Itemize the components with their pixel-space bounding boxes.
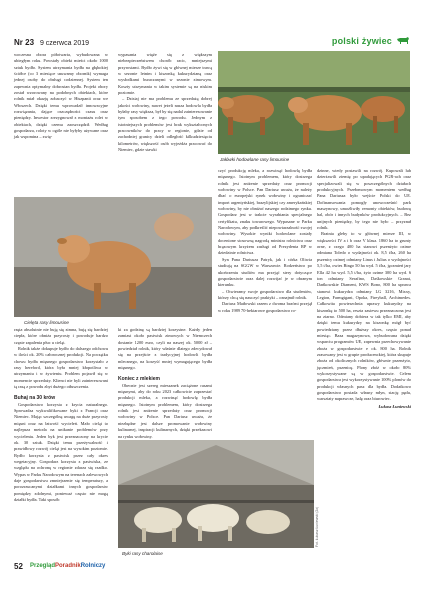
paragraph: – Dzisiaj nie ma problemu ze sprzedażą dobrej jakości wołowiny, nawet jeżeli nasza hodowla bydła byłaby rasy większa, był by się nadal zainteresowanie tym sposobem z tego powodu. Jednym z istotniejszych problemów jest brak wykształconych pracowników do pracy w regionie, gdzie od zachodniej granicy dzieli odległość kilkudziesięciu kilometrów, większość osób wyjeżdża pracować do Niemiec, gdzie stawki <box>118 96 212 153</box>
article-column-2-top <box>118 52 212 154</box>
article-column-1-bottom <box>14 327 108 503</box>
heifers-illustration <box>218 51 410 154</box>
article-column-3 <box>218 168 312 314</box>
paragraph: ki za godzinę są bardziej korzystne. Każdy jeden zamiast około pastwisk zimowych w Niemczech dostanie 1200 euro, czyli na naszej ok. 5000 zł – powiedział rolnik, który właśnie dlatego zdecydował się na przejście z tradycyjnej hodowli bydła mlecznego, na korzyść mniej wymagającego bydła mięsnego. <box>118 327 212 371</box>
photo-heifers <box>218 51 410 154</box>
issue-date: 9 czerwca 2019 <box>39 40 89 47</box>
paragraph: Dariusz Matłowski razem z dwoma braćmi przejął w roku 1989 70-hektarowe gospodarstwo ro- <box>218 301 312 313</box>
issue-header <box>14 38 89 47</box>
photo-credit: Fot. Łukasz Łuniewski (2x) <box>315 506 319 547</box>
subheading: Buhaj na 30 krów <box>14 395 56 402</box>
paragraph: wypasania więźe się z większym niebezpieczeństwem chorób racic, mniejszymi przyrostami. Bydło żywi się w głównej mierze trawą w sezonie letnim i kiszonką kukurydzianą oraz wysłodkami buraczanymi w sezonie zimowym. Koszty utrzymania w takim systemie są na niskim poziomie. <box>118 52 212 96</box>
footer-logo-part: Poradnik <box>55 563 81 569</box>
paragraph: Syn Pana Dariusza Patryk, jak i córka Oliwia studiują na SGGW w Warszawie. Rodzeństwo po ukończeniu studiów ma przejąć stery dotyczące gospodarstwie oraz dalej rozwijać je w obranym kierunku. <box>218 256 312 288</box>
article-column-2-bottom <box>118 327 212 440</box>
footer-logo <box>30 563 105 569</box>
paragraph: czyć produkcję mleka, a rozwinąć hodowlę bydła mięsnego. Istotnym problemem, który dostrzega rolnik jest zniżenie sprzedaży oraz promocji wołowiny w Polsce. Pan Dariusz uważa, że należy dbać o europejski rynek wołowiny i ograniczać import argentyńskiej, brazylijskiej czy amerykańskiej wołowiny, by nie obniżać naszego rodzimego rynku. Gospodarz jest w trakcie wyrabiania specjalnego certyfikatu, znaku towarowego. Wypasane w Parku Narodowym, aby podkreślić niepowtarzalność swojej wołowiny. Wysokie wyniki hodowlane zostały docenione stosowną nagrodą ministra rolnictwa oraz brązowym krzyżem zasługi od Prezydenta RP w dziedzinie rolnictwa. <box>218 168 312 256</box>
paragraph: dzinne, wtedy postawili na rozwój. Kupowali lub dzierżawili ziemię po upadających PGR-ach oraz specjalizowali się w poszczególnych działach produkcyjnych. Przełomowym momentem według Pana Dariusza było wejście Polski do UE. Dofinansowania pomogły unowocześnić park maszynowy, umożliwiły remonty obiektów, budowę hal, obór i innych budynków produkcyjnych. – Bez unijnych pieniędzy, by tego nie było – przyznał rolnik. <box>317 168 411 231</box>
photo-caption: Byki rasy charolaise <box>122 551 163 556</box>
calves-illustration <box>14 197 212 317</box>
bulls-illustration <box>118 440 314 548</box>
page-number: 52 <box>14 562 23 571</box>
paragraph: Bratnia gleby to w głównej mierze III, w większości IV a i b oraz V klasa. 1860 ha to grunty orne, z czego 400 ha stanowi pszenżyto ozime odmiana Toledo o wydajności ok. 8,5 t/ha, 260 ha pszenicy ozimej odmiany Linus i Julius o wydajności 5,5 t/ha, owies Bingo 50 ha wyd. 5 t/ha, jęczmień jary Ella 42 ha wyd. 5,5 t/ha, żyto ozime 300 ha wyd. 6 ton odmiany Serafino, Daśkowskie Granat, Dańkowskie Diament, KWS Bono, 800 ha uprawa stanowi kukurydza odmiany LG 3216, Mixxy, Legion, Farmgigant, Opoka, Fireyball, Archimedes. Całkowita powierzchnia uprawy kukurydzy na kiszonkę to 500 ha, reszta zasiewu przeznaczona jest na ziarno. Odmiany dobiera w tak tylko EMI, aby dzięki temu kukurydzy na kiszonkę mógł być powiedziany przez dłuższy okres, często ponad miesiąc. Baza magazynowa, wybudowana dzięki wsparciu programów UE, zapewnia przechowywanie zboża w gospodarstwie e ok. 800 ha. Rolnik zrasowany jest w grupie producenckiej, która skupuje zboża od okolicznych rolników, głównie pszenżyto, jęczmień, pszenicę. Plony zbóż w około 80% wykorzystywane są w gospodarstwie. Celem gospodarstwa jest wykorzystywanie 100% plonów do produkcji własnych pasz dla bydła. Dodatkowo gospodarstwo posiada własny młyn, stację pędu, warsztaty naprawcze, halę oraz biurowiec. <box>317 231 411 402</box>
article-column-4 <box>317 168 411 410</box>
paragraph: rzęta absolutnie nie bują się zimna, bują się bardziej ciepła, które obniża przyrosty i powoduje bardzo częste zapalenia płuc u cieląt. <box>14 327 108 345</box>
paragraph: – Otwieramy swoje gospodarstwo dla studentów, którzy chcą się nauczyć praktyki – oznajmił rolnik. <box>218 288 312 300</box>
photo-bulls <box>118 440 314 548</box>
paragraph: woczesna obora półotwarta, wybudowana w ubiegłym roku. Powstały obiekt mieści około 1000 sztuk bydło. System utrzymania bydła na głębokiej ściółce (co 3 miesiące usuwamy obornik) wymaga jednej osoby do obsługi codziennej. System ten zapewnia optymalny dobrostan bydła. Projekt obory został wzorowany na podobnych obiektach, które rolnik miał okazję zobaczyć w Hiszpanii oraz we Włoszech. Dzięki temu wprowadził innowacyjne rozwiązania, dające oszczędności czasu oraz pieniędzy. Inwestor zrezygnował z montażu rolet w obiektach, dzięki czemu zaoszczędził. Według gospodarza, roloty w ogóle nie byłyby używane oraz jak wspomina – zwię- <box>14 52 108 140</box>
photo-caption: Cielęta rasy limousine <box>24 320 69 325</box>
section-logo: polski żywiec <box>331 36 392 46</box>
cow-icon <box>396 36 410 46</box>
author-signature: Łukasz Łuniewski <box>378 403 411 409</box>
paragraph: Rolnik także dokupuje bydło do dalszego odchowu w ilości ok. 20% całorocznej produkcji. Na początku chowu bydła mięsnego gospodarstwo korzystało z rasy hereford, która była mniej kłopotliwa w utrzymaniu i w żywieniu. Problem pojawił się w momencie sprzedaży. Klienci nie byli zainteresowani tą rasą z powodu zbyt dużego otłuszczenia. <box>14 346 108 390</box>
article-column-1-top <box>14 52 108 141</box>
photo-calves <box>14 197 212 317</box>
issue-number: Nr 23 <box>14 38 35 47</box>
footer-logo-part: Rolniczy <box>80 563 106 569</box>
photo-caption: Jałówki hodowlane rasy limousine <box>220 157 290 162</box>
footer-logo-part: Przegląd <box>30 563 56 569</box>
subheading: Koniec z mlekiem <box>118 376 160 383</box>
paragraph: Gospodarstwo korzysta z krycia naturalnego. Sprowadza wykwalifikowane byki z Francji oraz Niemiec. Mając szczególną uwagę na duże przyrosty mięsni oraz na łatwość wycieleń. Mało cieląt to najlepsza metoda na unikanie problemów przy wycieleniu. Jeden byk jest przeznaczony na krycie ok. 30 sztuk. Dzięki temu przeżywalność i prawidłowy rozwój cieląt jest na wysokim poziomie. Bydło korzysta z pastwisk przez cały okres wegetacyjny. Gospodarz korzysta z pastwiska, ze względu na ochronę w regionie zdarza się rzadko. Wypas w Parku Narodowym na terenach zalewowych daje gospodarstwu zmniejszenie się temperatury, a porozrzucanymi działkami innych gospodarstw pomiędzy zdolnymi, ponieważ często nie mogą działki bydła. Taki sposób <box>14 401 108 502</box>
paragraph: Obecnie jest szereg mieszanek zaciążone rasami mięsnymi, aby do roku 2023 całkowicie zaprzestać produkcji mleka, a rozwinąć hodowlę bydła mięsnego. Istotnym problemem, który dostrzega rolnik jest zniżenie sprzedaży oraz promocji wołowiny w Polsce. Pan Dariusz uważa, że niezbędne jest dalsze promowanie wołowiny kulinarnej, inspiracji kulinarnych, dzięki przekazowi na rynku wołowiny. <box>118 382 212 439</box>
